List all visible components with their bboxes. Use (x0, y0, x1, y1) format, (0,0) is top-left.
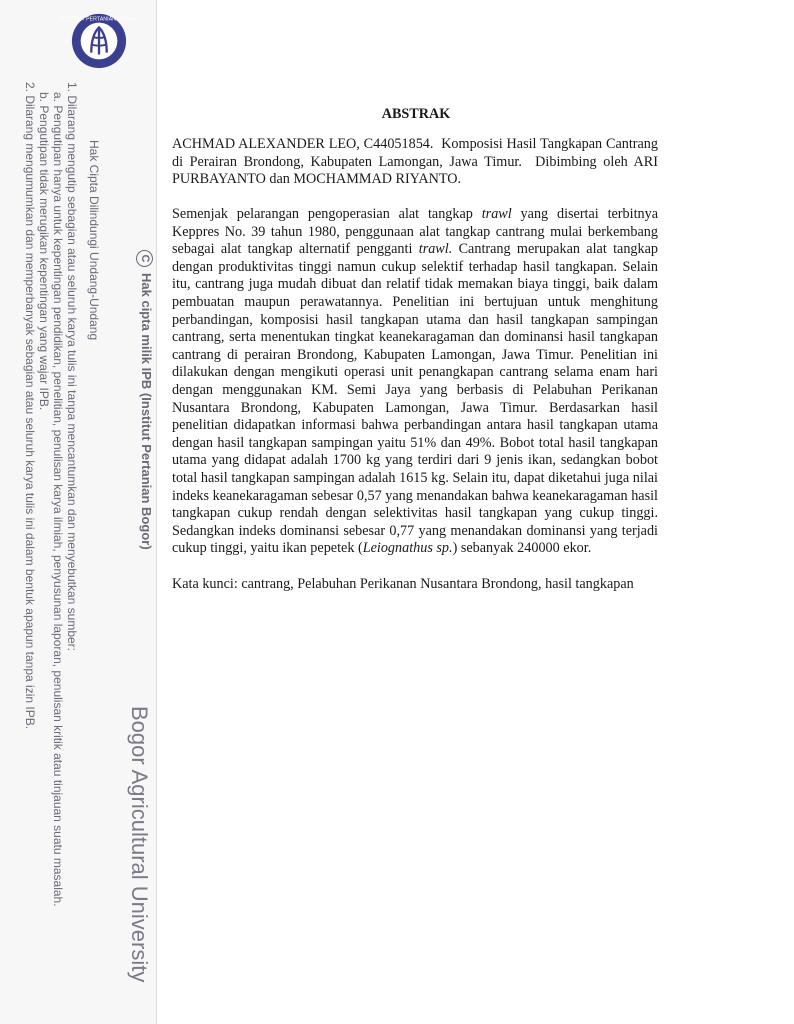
supervisors: Dibimbing oleh ARI PURBAYANTO dan MOCHAMMAD RIYANTO. (172, 153, 658, 188)
abstract-italic-2: trawl. (418, 241, 453, 258)
logo-ring-text: INSTITUT PERTANIAN BOGOR (60, 16, 138, 23)
notice-line-1b: b. Pengutipan tidak merugikan kepentingan yang wajar IPB. (37, 92, 51, 411)
notice-line-2: 2. Dilarang mengumumkan dan memperbanyak sebagian atau seluruh karya tulis ini dalam bentuk apapun tanpa izin IPB. (23, 82, 37, 730)
abstract-text-1: Semenjak pelarangan pengoperasian alat tangkap (172, 206, 482, 222)
notice-heading: Hak Cipta Dilindungi Undang-Undang (87, 140, 101, 341)
author-name: ACHMAD ALEXANDER LEO, C44051854. (172, 136, 434, 152)
abstract-text-2: yang disertai terbitnya Keppres No. 39 tahun 1980, penggunaan alat tangkap cantrang mulai berkembang sebagai alat tangkap alternatif pengganti (172, 206, 658, 258)
author-paragraph (172, 136, 658, 189)
copyright-sidebar (0, 0, 157, 1024)
brand-text: Bogor Agricultural University (127, 706, 152, 983)
notice-line-1a: a. Pengutipan hanya untuk kepentingan pendidikan, penelitian, penulisan karya ilmiah, penyusunan laporan, penulisan kritik atau tinjauan suatu masalah. (51, 92, 65, 907)
notice-line-1: 1. Dilarang mengutip sebagian atau seluruh karya tulis ini tanpa mencantumkan dan menyebutkan sumber: (65, 82, 79, 652)
keywords: Kata kunci: cantrang, Pelabuhan Perikanan Nusantara Brondong, hasil tangkapan (172, 576, 634, 592)
page-title: ABSTRAK (381, 106, 451, 122)
abstract-italic-1: trawl (481, 206, 512, 222)
copyright-text: Hak cipta milik IPB (Institut Pertanian Bogor) (139, 273, 154, 550)
copyright-icon: C (136, 250, 153, 267)
ipb-logo (60, 12, 138, 70)
abstract-text-4: ) sebanyak 240000 ekor. (452, 540, 592, 557)
work-title: Komposisi Hasil Tangkapan Cantrang di Perairan Brondong, Kabupaten Lamongan, Jawa Timur. (172, 136, 658, 170)
copyright-line (136, 250, 154, 550)
abstract-paragraph (172, 206, 658, 558)
abstract-text-3: Cantrang merupakan alat tangkap dengan produktivitas tinggi namun cukup selektif terhadap hasil tangkapan. Selain itu, cantrang juga mudah dibuat dan relatif tidak memakan biaya tinggi, baik dalam pembuatan maupun perawatannya. Penelitian ini bertujuan untuk menghitung perbandingan, komposisi hasil tangkapan utama dan hasil tangkapan sampingan cantrang, serta menentukan tingkat keanekaragaman dan dominansi hasil tangkapan cantrang di perairan Brondong, Kabupaten Lamongan, Jawa Timur. Penelitian ini dilakukan dengan mengikuti operasi unit penangkapan cantrang selama enam hari dengan menggunakan KM. Semi Jaya yang berbasis di Pelabuhan Perikanan Nusantara Brondong, Kabupaten Lamongan, Jawa Timur. Berdasarkan hasil penelitian didapatkan informasi bahwa perbandingan antara hasil tangkapan utama dengan hasil tangkapan sampingan yaitu 51% dan 49%. Bobot total hasil tangkapan utama yang didapat adalah 1700 kg yang terdiri dari 9 jenis ikan, sedangkan bobot total hasil tangkapan sampingan adalah 1615 kg. Selain itu, dapat diketahui juga nilai indeks keanekaragaman sebesar 0,57 yang menandakan bahwa keanekaragaman hasil tangkapan cukup rendah dengan selektivitas hasil tangkapan yang cukup tinggi. Sedangkan indeks dominansi sebesar 0,77 yang menandakan dominansi yang terjadi cukup tinggi, yaitu ikan pepetek ( (172, 241, 659, 557)
abstract-italic-3: Leiognathus sp. (362, 540, 453, 557)
